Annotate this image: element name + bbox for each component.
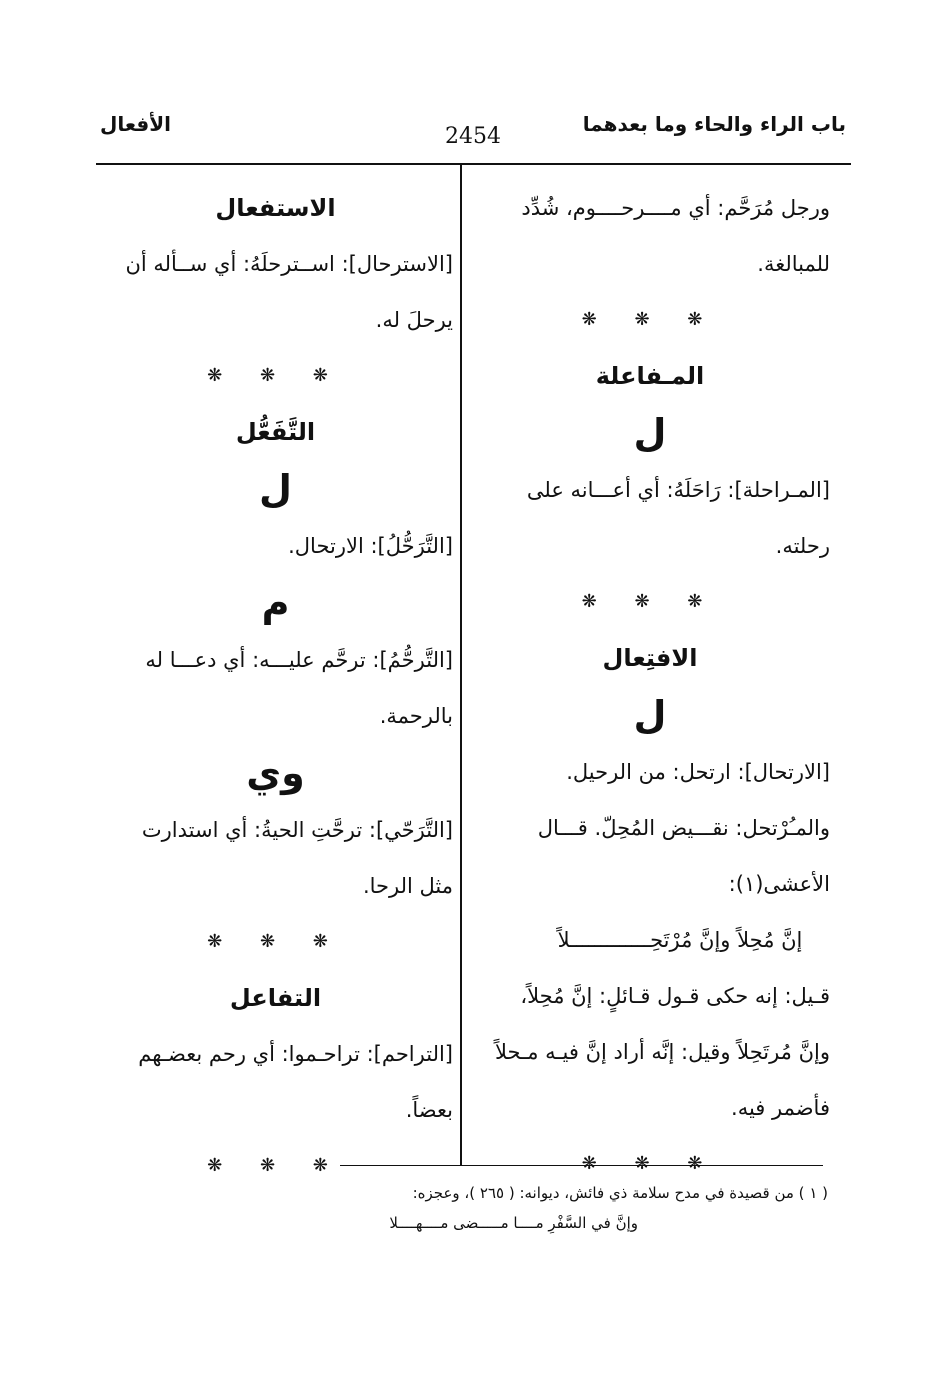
section-heading: الاستفعال <box>215 194 336 222</box>
section-separator: ❋ ❋ ❋ <box>207 1155 344 1176</box>
root-letter: ل <box>633 693 667 737</box>
entry-text: والمـُرْتحل: نقـــيض المُحِلّ. قـــال <box>537 816 830 840</box>
entry-text: [الارتحال]: ارتحل: من الرحيل. <box>566 760 830 784</box>
entry-text: [المـراحلة]: رَاحَلَهُ: أي أعـــانه على <box>526 478 830 502</box>
page-number: 2454 <box>445 124 501 149</box>
running-header-chapter: باب الراء والحاء وما بعدهما <box>582 112 846 136</box>
footnote-verse: وإنَّ في السَّفْرِ مــــا مـــــضى مــــهــــلا <box>389 1214 638 1232</box>
footnote <box>300 1178 828 1238</box>
entry-text-cont: للمبالغة. <box>757 252 830 276</box>
section-heading: المـفاعلة <box>595 362 705 390</box>
footnote-rule <box>340 1165 823 1166</box>
poetry-verse: إنَّ مُحِلاً وإنَّ مُرْتَحِـــــــــــــلاً <box>557 928 803 952</box>
entry-text: قـيل: إنه حكى قـول قـائلٍ: إنَّ مُحِلاً، <box>520 984 830 1008</box>
section-separator: ❋ ❋ ❋ <box>207 931 344 952</box>
entry-text: [التَّرحُّمُ]: ترحَّم عليـــه: أي دعـــا له <box>145 648 453 672</box>
entry-text-cont: مثل الرحا. <box>362 874 453 898</box>
entry-text: [التَّرَحُّلُ]: الارتحال. <box>288 534 453 558</box>
entry-text-cont: بالرحمة. <box>379 704 453 728</box>
section-separator: ❋ ❋ ❋ <box>581 309 719 330</box>
section-heading: التفاعل <box>229 984 322 1012</box>
entry-text-cont: يرحلَ له. <box>375 308 453 332</box>
running-header-section: الأفعال <box>100 112 171 136</box>
right-column <box>470 180 830 1192</box>
entry-text-cont: الأعشى(١): <box>728 872 830 896</box>
entry-text: [التَّرَحّي]: ترحَّتِ الحيةُ: أي استدارت <box>141 818 453 842</box>
entry-text-cont: بعضاً. <box>405 1098 453 1122</box>
section-separator: ❋ ❋ ❋ <box>207 365 344 386</box>
root-letter: م <box>261 581 290 625</box>
root-letter: وي <box>246 751 305 795</box>
root-letter: ل <box>259 467 292 511</box>
column-divider <box>460 163 462 1165</box>
left-column <box>98 180 453 1194</box>
section-separator: ❋ ❋ ❋ <box>581 591 719 612</box>
entry-text: ورجل مُرَحَّم: أي مــــرحــــوم، شُدِّد <box>521 196 830 220</box>
entry-text-cont: فأضمر فيه. <box>731 1096 830 1120</box>
entry-text: [الاسترحال]: اســترحلَهُ: أي ســأله أن <box>125 252 453 276</box>
header-rule <box>96 163 851 165</box>
entry-text: [التراحم]: تراحـموا: أي رحم بعضـهم <box>138 1042 453 1066</box>
entry-text-cont: وإنَّ مُرتَحِلاً وقيل: إنَّه أراد إنَّ فيـه مـحلاً <box>494 1040 830 1064</box>
root-letter: ل <box>633 411 667 455</box>
entry-text-cont: رحلته. <box>775 534 830 558</box>
section-heading: التَّفَعُّل <box>235 418 316 446</box>
section-heading: الافتِعال <box>602 644 698 672</box>
footnote-text: ( ١ ) من قصيدة في مدح سلامة ذي فائش، ديوانه: ( ٢٦٥ )، وعجزه: <box>412 1184 828 1202</box>
section-separator: ❋ ❋ ❋ <box>581 1153 719 1174</box>
